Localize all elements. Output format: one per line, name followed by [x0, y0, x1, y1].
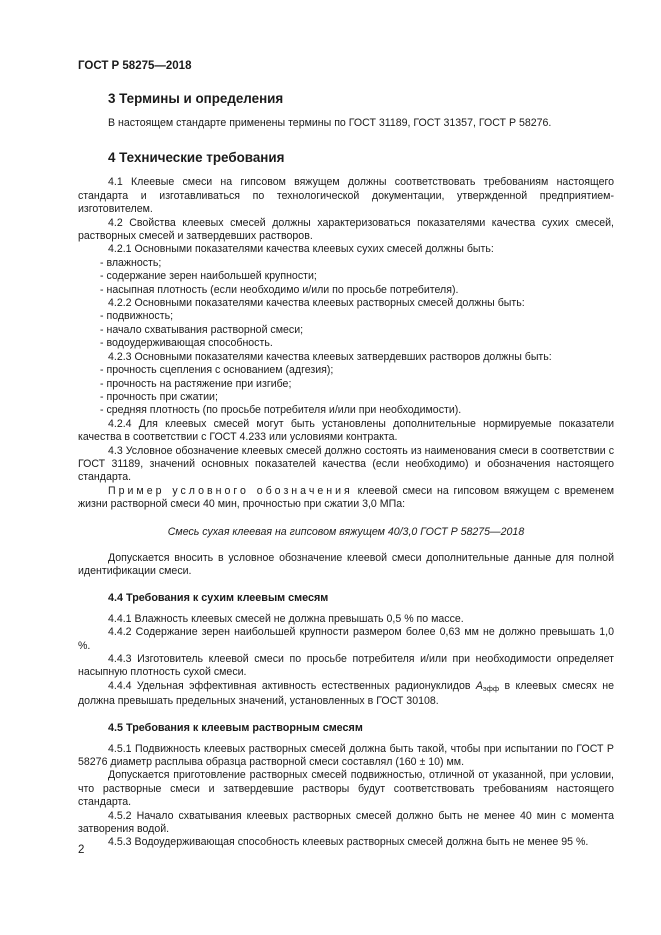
paragraph-4-3: 4.3 Условное обозначение клеевых смесей должно состоять из наименования смеси в соответствии с ГОСТ 31189, значений основных показателей качества (если необходимо) и обозначения настоящего стандарта. — [78, 444, 614, 484]
p444-before: 4.4.4 Удельная эффективная активность естественных радионуклидов — [108, 679, 476, 692]
list-item: - прочность на растяжение при изгибе; — [100, 377, 292, 390]
example-paragraph — [78, 485, 614, 512]
section-4-title: 4 Технические требования — [108, 150, 285, 166]
paragraph-4-2-3: 4.2.3 Основными показателями качества клеевых затвердевших растворов должны быть: — [108, 350, 552, 363]
section-3-title: 3 Термины и определения — [108, 91, 284, 106]
list-item: - влажность; — [100, 256, 162, 269]
example-label: Пример условного обозначения — [108, 484, 353, 497]
paragraph-4-2-4: 4.2.4 Для клеевых смесей могут быть установлены дополнительные нормируемые показатели качества в соответствии с ГОСТ 4.233 или условиями контракта. — [78, 417, 614, 444]
activity-symbol: A — [475, 679, 483, 692]
list-item: - прочность при сжатии; — [100, 390, 218, 403]
paragraph-4-2-2: 4.2.2 Основными показателями качества клеевых растворных смесей должны быть: — [108, 297, 525, 310]
paragraph-4-5-2: 4.5.2 Начало схватывания клеевых растворных смесей должно быть не менее 40 мин с момента затворения водой. — [78, 809, 614, 836]
paragraph-4-2-1: 4.2.1 Основными показателями качества клеевых сухих смесей должны быть: — [108, 243, 494, 256]
document-header: ГОСТ Р 58275—2018 — [78, 60, 192, 72]
list-item: - водоудерживающая способность. — [100, 337, 273, 350]
paragraph-4-5-1b: Допускается приготовление растворных смесей подвижностью, отличной от указанной, при условии, что растворные смеси и затвердевшие растворы будут соответствовать требованиям настоящего стандарта. — [78, 769, 614, 809]
page-number: 2 — [78, 844, 85, 856]
paragraph-4-4-4 — [78, 680, 614, 709]
activity-subscript: эфф — [482, 683, 500, 693]
list-item: - прочность сцепления с основанием (адгезия); — [100, 364, 334, 377]
paragraph-4-1: 4.1 Клеевые смеси на гипсовом вяжущем должны соответствовать требованиям настоящего стандарта и изготавливаться по технологической документации, утвержденной предприятием-изготовителем. — [78, 176, 614, 216]
paragraph-4-5-3: 4.5.3 Водоудерживающая способность клеевых растворных смесей должна быть не менее 95 %. — [108, 836, 589, 849]
example-designation: Смесь сухая клеевая на гипсовом вяжущем 40/3,0 ГОСТ Р 58275—2018 — [167, 525, 525, 538]
list-item: - насыпная плотность (если необходимо и/или по просьбе потребителя). — [100, 283, 459, 296]
list-item: - начало схватывания растворной смеси; — [100, 323, 304, 336]
list-item: - содержание зерен наибольшей крупности; — [100, 270, 317, 283]
allowed-paragraph: Допускается вносить в условное обозначение клеевой смеси дополнительные данные для полной идентификации смеси. — [78, 551, 614, 578]
list-item: - средняя плотность (по просьбе потребителя и/или при необходимости). — [100, 404, 462, 417]
list-item: - подвижность; — [100, 310, 174, 323]
document-body — [78, 91, 614, 850]
paragraph-4-4-3: 4.4.3 Изготовитель клеевой смеси по просьбе потребителя и/или при необходимости определяет насыпную плотность сухой смеси. — [78, 653, 614, 679]
paragraph-4-2: 4.2 Свойства клеевых смесей должны характеризоваться показателями качества сухих смесей, растворных смесей и затвердевших растворов. — [78, 216, 614, 243]
p444-after: в клеевых смесях не должна превышать предельных значений, установленных в ГОСТ 30108. — [78, 679, 614, 708]
paragraph-4-4-1: 4.4.1 Влажность клеевых смесей не должна превышать 0,5 % по массе. — [108, 612, 464, 625]
example-text: клеевой смеси на гипсовом вяжущем с временем жизни растворной смеси 40 мин, прочностью при сжатии 3,0 МПа: — [78, 484, 615, 511]
section-3-paragraph: В настоящем стандарте применены термины по ГОСТ 31189, ГОСТ 31357, ГОСТ Р 58276. — [108, 117, 552, 129]
section-4-5-title: 4.5 Требования к клеевым растворным смесям — [108, 721, 363, 734]
section-4-4-title: 4.4 Требования к сухим клеевым смесям — [108, 591, 329, 604]
paragraph-4-4-2: 4.4.2 Содержание зерен наибольшей крупности размером более 0,63 мм не должно превышать 1,0 %. — [78, 626, 614, 652]
paragraph-4-5-1: 4.5.1 Подвижность клеевых растворных смесей должна быть такой, чтобы при испытании по ГОСТ Р 58276 диаметр расплыва образца растворной смеси составлял (160 ± 10) мм. — [78, 742, 614, 769]
